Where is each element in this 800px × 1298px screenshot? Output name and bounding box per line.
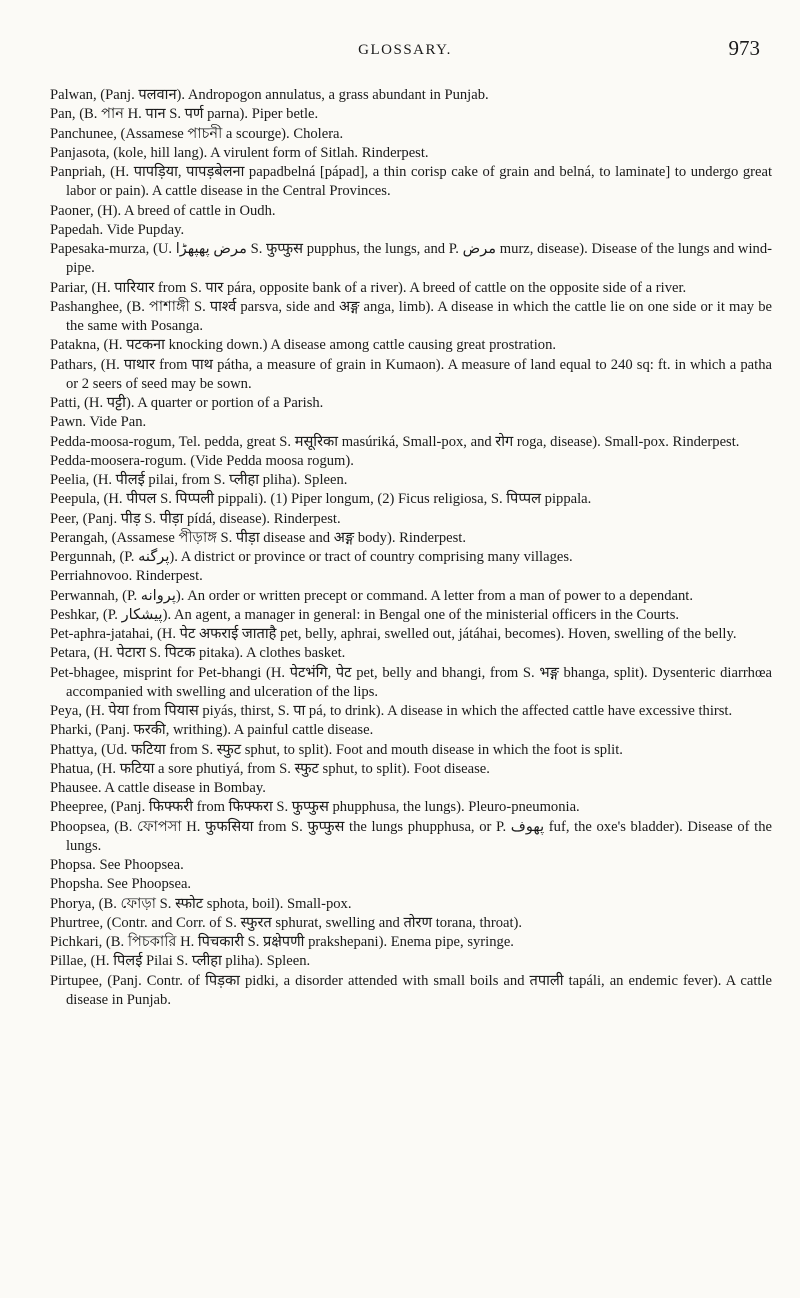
- glossary-entry: Peelia, (H. पीलई pilai, from S. प्लीहा pliha). Spleen.: [50, 472, 348, 488]
- glossary-entry: Paoner, (H). A breed of cattle in Oudh.: [50, 202, 276, 219]
- glossary-entry: Phattya, (Ud. फटिया from S. स्फुट sphut, to split). Foot and mouth disease in which the foot is split.: [50, 741, 623, 758]
- glossary-entries: [50, 86, 772, 1010]
- glossary-entry: Peepula, (H. पीपल S. पिप्पली pippali). (1) Piper longum, (2) Ficus religiosa, S. पिप्पल pippala.: [50, 491, 592, 508]
- glossary-entry: Peer, (Panj. पीड़ S. पीड़ा pídá, disease). Rinderpest.: [50, 510, 341, 527]
- glossary-entry: Pharki, (Panj. फरकी, writhing). A painful cattle disease.: [50, 722, 374, 739]
- glossary-entry: Panjasota, (kole, hill lang). A virulent form of Sitlah. Rinderpest.: [50, 144, 429, 161]
- glossary-entry: Papesaka-murza, (U. مرض پھپھڑا S. फुप्फुस pupphus, the lungs, and P. مرض murz, disease). Disease of the lungs and wind-pipe.: [50, 241, 772, 277]
- glossary-entry: Pet-bhagee, misprint for Pet-bhangi (H. पेटभंगि, पेट pet, belly and bhangi, from S. भङ्ग bhanga, split). Dysenteric diarrhœa accompanied with swelling and ulceration of the lips.: [50, 664, 772, 700]
- glossary-entry: Phoopsea, (B. ফোপসা H. फुफसिया from S. फुप्फुस the lungs phupphusa, or P. پھوف fuf, the oxe's bladder). Disease of the lungs.: [50, 818, 772, 854]
- glossary-entry: Pichkari, (B. পিচকারি H. पिचकारी S. प्रक्षेपणी prakshepani). Enema pipe, syringe.: [50, 934, 514, 950]
- glossary-entry: Phatua, (H. फटिया a sore phutiyá, from S. स्फुट sphut, to split). Foot disease.: [50, 760, 490, 777]
- glossary-entry: Pedda-moosera-rogum. (Vide Pedda moosa rogum).: [50, 452, 354, 469]
- glossary-entry: Papedah. Vide Pupday.: [50, 221, 185, 238]
- page-header: [50, 36, 760, 66]
- page-number: 973: [728, 36, 760, 60]
- glossary-entry: Pheepree, (Panj. फिफ्फरी from फिफ्फरा S. फुप्फुस phupphusa, the lungs). Pleuro-pneumonia.: [50, 799, 580, 816]
- glossary-entry: Pedda-moosa-rogum, Tel. pedda, great S. मसूरिका masúriká, Small-pox, and रोग roga, disease). Small-pox. Rinderpest.: [50, 433, 740, 450]
- glossary-entry: Phorya, (B. ফোড়া S. स्फोट sphota, boil). Small-pox.: [50, 895, 352, 912]
- glossary-entry: Pirtupee, (Panj. Contr. of पिड़का pidki, a disorder attended with small boils and तपाली tapáli, an endemic fever). A cattle disease in Punjab.: [50, 972, 772, 1008]
- glossary-entry: Pergunnah, (P. پرگنه). A district or province or tract of country comprising many villages.: [50, 549, 573, 565]
- glossary-entry: Perangah, (Assamese পীড়াঙ্গ S. पीड़ा disease and अङ्ग body). Rinderpest.: [50, 529, 467, 546]
- running-head: GLOSSARY.: [358, 42, 452, 58]
- glossary-entry: Phausee. A cattle disease in Bombay.: [50, 780, 266, 796]
- glossary-entry: Patti, (H. पट्टी). A quarter or portion of a Parish.: [50, 395, 324, 411]
- glossary-entry: Petara, (H. पेटारा S. पिटक pitaka). A clothes basket.: [50, 645, 346, 662]
- glossary-entry: Pashanghee, (B. পাশাঙ্গী S. पार्श्व parsva, side and अङ्ग anga, limb). A disease in which the cattle lie on one side or it may be the same with Posanga.: [50, 298, 772, 334]
- glossary-entry: Patakna, (H. पटकना knocking down.) A disease among cattle causing great prostration.: [50, 337, 557, 354]
- glossary-entry: Perwannah, (P. پروانه). An order or written precept or command. A letter from a man of power to a dependant.: [50, 587, 693, 604]
- glossary-entry: Pawn. Vide Pan.: [50, 414, 147, 431]
- glossary-entry: Phopsa. See Phoopsea.: [50, 857, 184, 873]
- glossary-entry: Palwan, (Panj. पलवान). Andropogon annulatus, a grass abundant in Punjab.: [50, 87, 489, 103]
- glossary-entry: Pan, (B. পান H. पान S. पर्ण parna). Piper betle.: [50, 106, 319, 123]
- glossary-entry: Phopsha. See Phoopsea.: [50, 876, 192, 893]
- glossary-entry: Peya, (H. पेया from पियास piyás, thirst, S. पा pá, to drink). A disease in which the affected cattle have excessive thirst.: [50, 703, 733, 719]
- glossary-entry: Panchunee, (Assamese পাচনী a scourge). Cholera.: [50, 125, 344, 142]
- glossary-entry: Peshkar, (P. پیشکار). An agent, a manager in general: in Bengal one of the ministerial officers in the Courts.: [50, 606, 680, 623]
- glossary-entry: Phurtree, (Contr. and Corr. of S. स्फुरत sphurat, swelling and तोरण torana, throat).: [50, 914, 523, 931]
- glossary-entry: Perriahnovoo. Rinderpest.: [50, 568, 203, 585]
- glossary-entry: Pariar, (H. पारियार from S. पार pára, opposite bank of a river). A breed of cattle on the opposite side of a river.: [50, 279, 687, 296]
- glossary-entry: Pet-aphra-jatahai, (H. पेट अफराई जाताहै pet, belly, aphrai, swelled out, játáhai, becomes). Hoven, swelling of the belly.: [50, 626, 737, 642]
- glossary-entry: Pathars, (H. पाथार from पाथ pátha, a measure of grain in Kumaon). A measure of land equal to 240 sq: ft. in which a patha or 2 seers of seed may be sown.: [50, 356, 772, 392]
- glossary-entry: Pillae, (H. पिलई Pilai S. प्लीहा pliha). Spleen.: [50, 953, 311, 970]
- glossary-entry: Panpriah, (H. पापड़िया, पापड़बेलना papadbelná [pápad], a thin corisp cake of grain and belná, to laminate] to undergo great labor or pain). A cattle disease in the Central Provinces.: [50, 164, 772, 200]
